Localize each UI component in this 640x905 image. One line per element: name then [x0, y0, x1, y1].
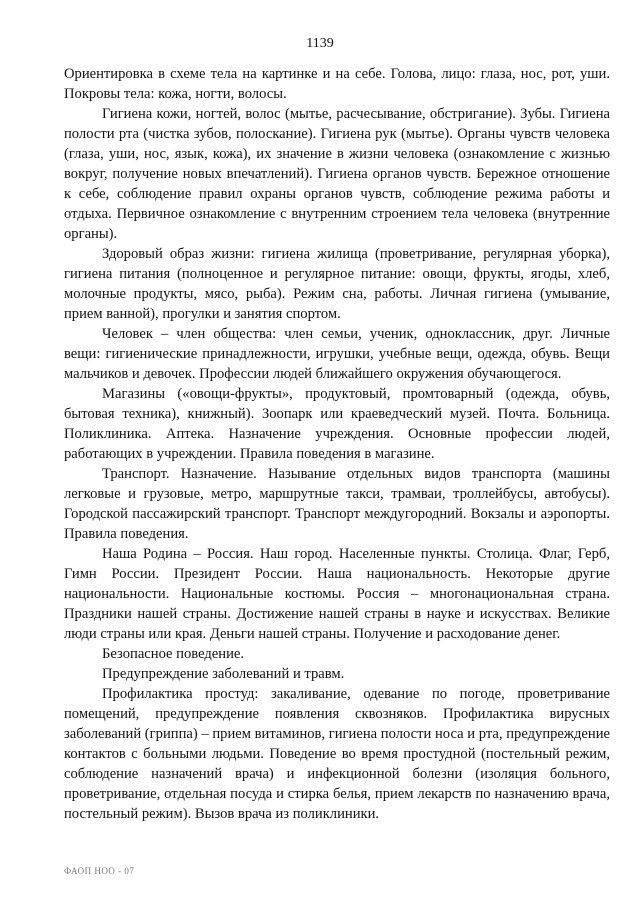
paragraph-safe-behavior: Безопасное поведение.	[102, 646, 245, 662]
paragraph-body-orientation: Ориентировка в схеме тела на картинке и на себе. Голова, лицо: глаза, нос, рот, уши. Покровы тела: кожа, ногти, волосы.	[64, 66, 610, 102]
paragraph-prevention: Предупреждение заболеваний и травм.	[102, 666, 345, 682]
document-footer-code: ФАОП НОО - 07	[64, 866, 135, 876]
paragraph-person-in-society: Человек – член общества: член семьи, ученик, одноклассник, друг. Личные вещи: гигиенические принадлежности, игрушки, учебные вещи, одежда, обувь. Вещи мальчиков и девочек. Профессии людей ближайшего окружения обучающегося.	[64, 326, 610, 382]
paragraph-healthy-lifestyle: Здоровый образ жизни: гигиена жилища (проветривание, регулярная уборка), гигиена питания (полноценное и регулярное питание: овощи, фрукты, ягоды, хлеб, молочные продукты, мясо, рыба). Режим сна, работы. Личная гигиена (умывание, прием ванной), прогулки и занятия спортом.	[64, 246, 610, 322]
paragraph-homeland: Наша Родина – Россия. Наш город. Населенные пункты. Столица. Флаг, Герб, Гимн России. Президент России. Наша национальность. Некоторые другие национальности. Национальные костюмы. Россия – многонациональная страна. Праздники нашей страны. Достижение нашей страны в науке и искусствах. Великие люди страны или края. Деньги нашей страны. Получение и расходование денег.	[64, 546, 610, 642]
page-number: 1139	[306, 36, 334, 51]
paragraph-shops-institutions: Магазины («овощи-фрукты», продуктовый, промтоварный (одежда, обувь, бытовая техника), книжный). Зоопарк или краеведческий музей. Почта. Больница. Поликлиника. Аптека. Назначение учреждения. Основные профессии людей, работающих в учреждении. Правила поведения в магазине.	[64, 386, 610, 462]
paragraph-hygiene: Гигиена кожи, ногтей, волос (мытье, расчесывание, обстригание). Зубы. Гигиена полости рта (чистка зубов, полоскание). Гигиена рук (мытье). Органы чувств человека (глаза, уши, нос, язык, кожа), их значение в жизни человека (ознакомление с жизнью вокруг, получение новых впечатлений). Гигиена органов чувств. Бережное отношение к себе, соблюдение правил охраны органов чувств, соблюдение режима работы и отдыха. Первичное ознакомление с внутренним строением тела человека (внутренние органы).	[64, 106, 610, 242]
document-body	[64, 64, 610, 824]
paragraph-cold-prevention: Профилактика простуд: закаливание, одевание по погоде, проветривание помещений, предупреждение появления сквозняков. Профилактика вирусных заболеваний (гриппа) – прием витаминов, гигиена полости носа и рта, предупреждение контактов с больными людьми. Поведение во время простудной (постельный режим, соблюдение назначений врача) и инфекционной болезни (изоляция больного, проветривание, отдельная посуда и стирка белья, прием лекарств по назначению врача, постельный режим). Вызов врача из поликлиники.	[64, 686, 610, 822]
paragraph-transport: Транспорт. Назначение. Называние отдельных видов транспорта (машины легковые и грузовые, метро, маршрутные такси, трамваи, троллейбусы, автобусы). Городской пассажирский транспорт. Транспорт междугородний. Вокзалы и аэропорты. Правила поведения.	[64, 466, 610, 542]
